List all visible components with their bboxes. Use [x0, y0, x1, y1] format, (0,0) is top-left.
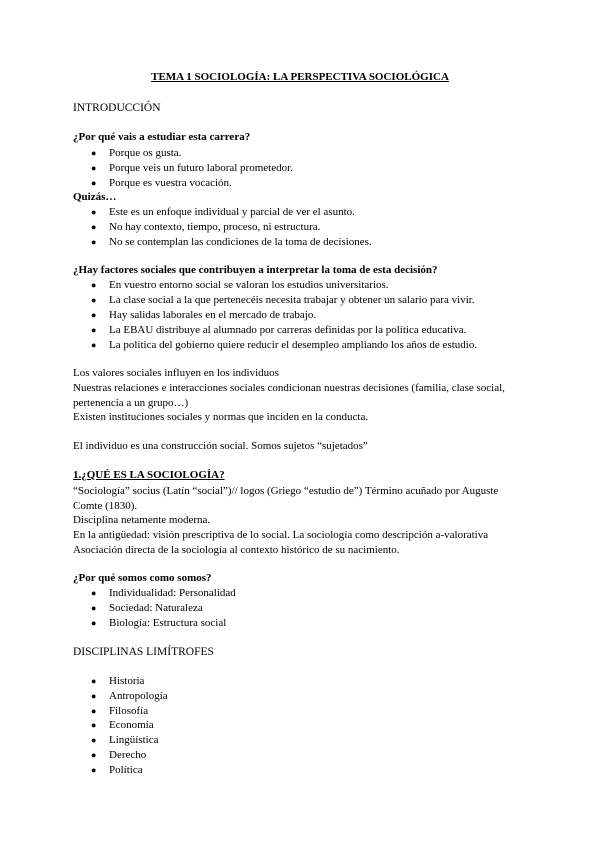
list-item: Porque os gusta. — [109, 147, 182, 159]
list-item: Derecho — [109, 749, 147, 761]
bullet-icon: ● — [91, 706, 97, 716]
bullet-icon: ● — [91, 280, 97, 290]
list-item: Lingüística — [109, 734, 159, 746]
list-item: En vuestro entorno social se valoran los estudios universitarios. — [109, 279, 389, 291]
bullet-icon: ● — [91, 237, 97, 247]
list-item: Historia — [109, 675, 145, 687]
list-item: Porque es vuestra vocación. — [109, 177, 232, 189]
list-item: Filosofía — [109, 705, 149, 717]
bullet-icon: ● — [91, 720, 97, 730]
bullet-icon: ● — [91, 750, 97, 760]
bullet-icon: ● — [91, 222, 97, 232]
bullet-icon: ● — [91, 676, 97, 686]
page-title: TEMA 1 SOCIOLOGÍA: LA PERSPECTIVA SOCIOLÓGICA — [151, 71, 449, 83]
bullet-icon: ● — [91, 603, 97, 613]
bullet-icon: ● — [91, 618, 97, 628]
paragraph: Disciplina netamente moderna. — [73, 514, 211, 526]
list-item: Porque veis un futuro laboral prometedor. — [109, 162, 293, 174]
bullet-icon: ● — [91, 735, 97, 745]
paragraph: Asociación directa de la sociología al contexto histórico de su nacimiento. — [73, 544, 400, 556]
paragraph: El individuo es una construcción social. Somos sujetos “sujetados” — [73, 440, 368, 452]
paragraph: Nuestras relaciones e interacciones sociales condicionan nuestras decisiones (familia, clase social, — [73, 382, 505, 394]
paragraph: En la antigüedad: visión prescriptiva de lo social. La sociología como descripción a-valorativa — [73, 529, 489, 541]
bullet-icon: ● — [91, 295, 97, 305]
bullet-icon: ● — [91, 178, 97, 188]
bullet-icon: ● — [91, 765, 97, 775]
bullet-icon: ● — [91, 691, 97, 701]
bullet-icon: ● — [91, 340, 97, 350]
list-item: Hay salidas laborales en el mercado de trabajo. — [109, 309, 317, 321]
list-item: No se contemplan las condiciones de la toma de decisiones. — [109, 236, 372, 248]
bullet-icon: ● — [91, 325, 97, 335]
paragraph: Comte (1830). — [73, 500, 138, 512]
list-item: Economía — [109, 719, 154, 731]
question-social-factors: ¿Hay factores sociales que contribuyen a interpretar la toma de esta decisión? — [73, 264, 438, 276]
list-item: Antropología — [109, 690, 168, 702]
bullet-icon: ● — [91, 310, 97, 320]
bullet-icon: ● — [91, 588, 97, 598]
bullet-icon: ● — [91, 163, 97, 173]
bullet-icon: ● — [91, 148, 97, 158]
question-why-we-are: ¿Por qué somos como somos? — [73, 572, 212, 584]
bullet-icon: ● — [91, 207, 97, 217]
paragraph: Existen instituciones sociales y normas que inciden en la conducta. — [73, 411, 369, 423]
question-why-study: ¿Por qué vais a estudiar esta carrera? — [73, 131, 251, 143]
quizas-label: Quizás… — [73, 191, 117, 203]
paragraph: “Sociología” socius (Latín “social”)// logos (Griego “estudio de”) Término acuñado por Auguste — [73, 485, 499, 497]
list-item: No hay contexto, tiempo, proceso, ni estructura. — [109, 221, 321, 233]
list-item: Biología: Estructura social — [109, 617, 227, 629]
list-item: La EBAU distribuye al alumnado por carreras definidas por la política educativa. — [109, 324, 467, 336]
intro-heading: INTRODUCCIÓN — [73, 102, 161, 114]
paragraph: pertenencia a un grupo…) — [73, 397, 189, 409]
list-item: La política del gobierno quiere reducir el desempleo ampliando los años de estudio. — [109, 339, 478, 351]
section-heading-what-is-sociology: 1.¿QUÉ ES LA SOCIOLOGÍA? — [73, 469, 225, 481]
paragraph: Los valores sociales influyen en los individuos — [73, 367, 279, 379]
list-item: La clase social a la que pertenecéis necesita trabajar y obtener un salario para vivir. — [109, 294, 475, 306]
list-item: Sociedad: Naturaleza — [109, 602, 203, 614]
list-item: Política — [109, 764, 143, 776]
list-item: Individualidad: Personalidad — [109, 587, 236, 599]
list-item: Este es un enfoque individual y parcial de ver el asunto. — [109, 206, 355, 218]
disciplinas-heading: DISCIPLINAS LIMÍTROFES — [73, 646, 214, 658]
